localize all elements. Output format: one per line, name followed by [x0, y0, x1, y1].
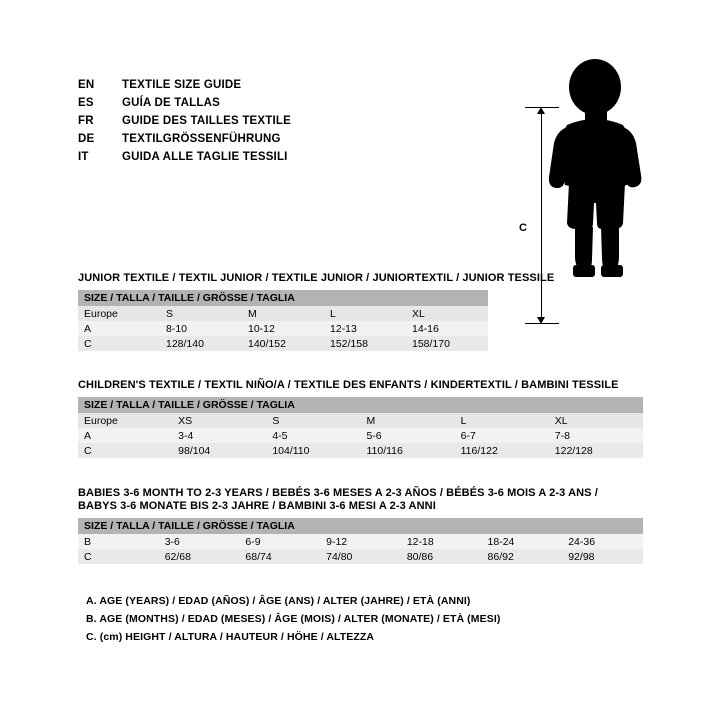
children-row-a-l: 6-7: [455, 428, 549, 443]
children-row-a-xl: 7-8: [549, 428, 643, 443]
babies-row-c-v2: 68/74: [239, 549, 320, 564]
junior-col-europe: Europe: [78, 306, 160, 321]
children-size-table: [78, 397, 643, 458]
language-code-en: EN: [78, 79, 95, 91]
children-col-xl: XL: [549, 413, 643, 428]
section-babies: [78, 487, 643, 564]
junior-row-a-xl: 14-16: [406, 321, 488, 336]
table-row: [78, 428, 643, 443]
junior-row-a-m: 10-12: [242, 321, 324, 336]
section-children-title: CHILDREN'S TEXTILE / TEXTIL NIÑO/A / TEXTILE DES ENFANTS / KINDERTEXTIL / BAMBINI TESSILE: [78, 379, 619, 391]
children-row-c-m: 110/116: [360, 443, 454, 458]
babies-row-b-v4: 12-18: [401, 534, 482, 549]
section-children: [78, 379, 643, 458]
children-col-m: M: [360, 413, 454, 428]
babies-row-b-v3: 9-12: [320, 534, 401, 549]
babies-row-b-v2: 6-9: [239, 534, 320, 549]
language-row: [78, 130, 498, 148]
children-header-label: SIZE / TALLA / TAILLE / GRÖSSE / TAGLIA: [78, 397, 643, 413]
height-measure-figure: [505, 55, 680, 285]
section-babies-title: BABIES 3-6 MONTH TO 2-3 YEARS / BEBÉS 3-6 MESES A 2-3 AÑOS / BÉBÉS 3-6 MOIS A 2-3 ANS / BABYS 3-6 MONATE BIS 2-3 JAHRE / BAMBINI 3-6 MESI A 2-3 ANNI: [78, 487, 598, 512]
language-row: [78, 148, 498, 166]
babies-row-c-v6: 92/98: [562, 549, 643, 564]
babies-header-label: SIZE / TALLA / TAILLE / GRÖSSE / TAGLIA: [78, 518, 643, 534]
table-row: [78, 336, 488, 351]
language-text-it: GUIDA ALLE TAGLIE TESSILI: [122, 151, 288, 163]
measure-label-c: C: [519, 222, 527, 234]
children-col-s: S: [266, 413, 360, 428]
children-col-l: L: [455, 413, 549, 428]
junior-col-l: L: [324, 306, 406, 321]
language-code-de: DE: [78, 133, 95, 145]
children-row-a-xs: 3-4: [172, 428, 266, 443]
junior-row-a-l: 12-13: [324, 321, 406, 336]
children-row-c-s: 104/110: [266, 443, 360, 458]
language-title-list: [78, 76, 498, 166]
table-row: [78, 321, 488, 336]
table-header-row: [78, 518, 643, 534]
babies-row-c-v4: 80/86: [401, 549, 482, 564]
table-header-row: [78, 397, 643, 413]
junior-row-c-m: 140/152: [242, 336, 324, 351]
table-header-row: [78, 290, 488, 306]
section-junior: [78, 272, 554, 351]
babies-row-c-v1: 62/68: [159, 549, 240, 564]
children-row-c-label: C: [78, 443, 172, 458]
junior-row-a-label: A: [78, 321, 160, 336]
language-code-es: ES: [78, 97, 94, 109]
junior-row-c-label: C: [78, 336, 160, 351]
note-height: C. (cm) HEIGHT / ALTURA / HAUTEUR / HÖHE / ALTEZZA: [86, 631, 375, 643]
junior-header-label: SIZE / TALLA / TAILLE / GRÖSSE / TAGLIA: [78, 290, 488, 306]
babies-row-b-label: B: [78, 534, 159, 549]
babies-row-b-v5: 18-24: [482, 534, 563, 549]
note-age-years: A. AGE (YEARS) / EDAD (AÑOS) / ÂGE (ANS) / ALTER (JAHRE) / ETÀ (ANNI): [86, 595, 471, 607]
junior-col-s: S: [160, 306, 242, 321]
table-row: [78, 443, 643, 458]
table-row: [78, 534, 643, 549]
babies-row-b-v1: 3-6: [159, 534, 240, 549]
babies-row-b-v6: 24-36: [562, 534, 643, 549]
children-col-europe: Europe: [78, 413, 172, 428]
babies-size-table: [78, 518, 643, 564]
children-row-c-xl: 122/128: [549, 443, 643, 458]
children-row-c-l: 116/122: [455, 443, 549, 458]
junior-row-c-l: 152/158: [324, 336, 406, 351]
child-silhouette-icon: [533, 55, 663, 280]
language-code-it: IT: [78, 151, 89, 163]
legend-notes: [86, 592, 500, 646]
table-subheader-row: [78, 306, 488, 321]
babies-row-c-v3: 74/80: [320, 549, 401, 564]
children-row-a-m: 5-6: [360, 428, 454, 443]
language-row: [78, 76, 498, 94]
language-code-fr: FR: [78, 115, 94, 127]
children-row-a-label: A: [78, 428, 172, 443]
children-col-xs: XS: [172, 413, 266, 428]
junior-row-a-s: 8-10: [160, 321, 242, 336]
language-text-fr: GUIDE DES TAILLES TEXTILE: [122, 115, 291, 127]
children-row-c-xs: 98/104: [172, 443, 266, 458]
language-text-en: TEXTILE SIZE GUIDE: [122, 79, 242, 91]
table-row: [78, 549, 643, 564]
table-subheader-row: [78, 413, 643, 428]
junior-col-m: M: [242, 306, 324, 321]
language-row: [78, 112, 498, 130]
children-row-a-s: 4-5: [266, 428, 360, 443]
note-age-months: B. AGE (MONTHS) / EDAD (MESES) / ÂGE (MOIS) / ALTER (MONATE) / ETÀ (MESI): [86, 613, 501, 625]
junior-col-xl: XL: [406, 306, 488, 321]
language-row: [78, 94, 498, 112]
junior-row-c-xl: 158/170: [406, 336, 488, 351]
junior-size-table: [78, 290, 488, 351]
section-junior-title: JUNIOR TEXTILE / TEXTIL JUNIOR / TEXTILE JUNIOR / JUNIORTEXTIL / JUNIOR TESSILE: [78, 272, 555, 284]
language-text-es: GUÍA DE TALLAS: [122, 97, 220, 109]
babies-row-c-v5: 86/92: [482, 549, 563, 564]
junior-row-c-s: 128/140: [160, 336, 242, 351]
language-text-de: TEXTILGRÖSSENFÜHRUNG: [122, 133, 281, 145]
babies-row-c-label: C: [78, 549, 159, 564]
